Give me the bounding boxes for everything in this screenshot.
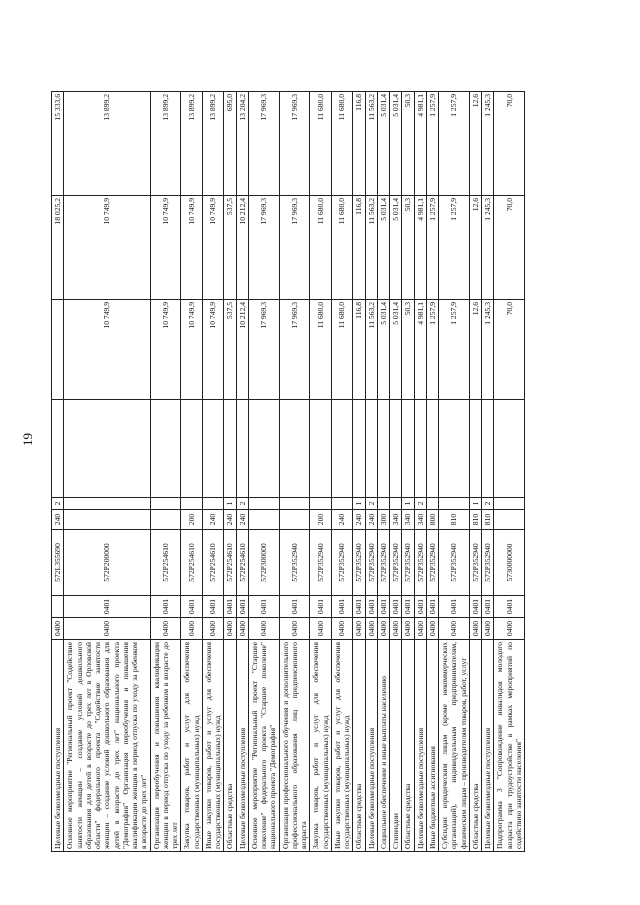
cell-csr: 572P352940 xyxy=(353,530,365,596)
cell-v2: 17 969,3 xyxy=(248,300,279,400)
table-row xyxy=(64,92,150,852)
cell-v2: 12,6 xyxy=(469,300,481,400)
cell-src xyxy=(377,498,389,510)
cell-v1 xyxy=(279,400,310,498)
cell-vr xyxy=(494,510,525,530)
cell-vr: 240 xyxy=(52,510,64,530)
cell-v1 xyxy=(331,400,353,498)
cell-pr: 0401 xyxy=(414,596,426,618)
cell-vr: 810 xyxy=(469,510,481,530)
cell-vr xyxy=(150,510,181,530)
table-row xyxy=(279,92,310,852)
cell-desc: Подпрограмма 3 "Сопровождение инвалидов молодого возраста при трудоустройстве в рамках мероприятий по содействию занятости населения" xyxy=(494,640,525,852)
cell-src xyxy=(202,498,224,510)
cell-src xyxy=(331,498,353,510)
cell-v4: 116,8 xyxy=(353,92,365,196)
cell-desc: Целевые безвозмездные поступления xyxy=(236,640,248,852)
cell-v1 xyxy=(377,400,389,498)
table-row xyxy=(482,92,494,852)
cell-v3: 11 563,2 xyxy=(365,196,377,300)
cell-pr: 0401 xyxy=(469,596,481,618)
cell-v4: 70,0 xyxy=(494,92,525,196)
cell-csr: 572P352940 xyxy=(331,530,353,596)
cell-desc: Основное мероприятие "Региональный проект "Содействие занятости женщин – создание условий дошкольного образования для детей в возрасте до трех лет в Орловской области" федерального проекта "Содействие занятости женщин – создание условий дошкольного образования для детей в возрасте до трех лет" национального проекта "Демография" Организация переобучения и повышения квалификации женщин в период отпуска по уходу за ребенком в возрасте до трех лет" xyxy=(64,640,150,852)
cell-v2: 1 257,9 xyxy=(426,300,438,400)
cell-v2 xyxy=(52,300,64,400)
cell-vr: 240 xyxy=(365,510,377,530)
cell-v4: 695,0 xyxy=(224,92,236,196)
cell-vr: 240 xyxy=(331,510,353,530)
cell-vr: 810 xyxy=(439,510,470,530)
cell-desc: Закупка товаров, работ и услуг для обеспечения государственных (муниципальных) нужд xyxy=(310,640,332,852)
cell-src: 2 xyxy=(414,498,426,510)
cell-rz: 0400 xyxy=(150,618,181,640)
table-row xyxy=(181,92,203,852)
cell-v2: 70,0 xyxy=(494,300,525,400)
table-row xyxy=(248,92,279,852)
cell-v4: 13 899,2 xyxy=(181,92,203,196)
cell-v1 xyxy=(402,400,414,498)
cell-csr: 572P254610 xyxy=(150,530,181,596)
cell-v4: 13 899,2 xyxy=(64,92,150,196)
cell-v2: 10 212,4 xyxy=(236,300,248,400)
cell-desc: Организация профессионального обучения и дополнительного профессионального образования лиц предпенсионного возраста xyxy=(279,640,310,852)
cell-v2: 50,3 xyxy=(402,300,414,400)
cell-vr: 340 xyxy=(414,510,426,530)
cell-pr: 0401 xyxy=(377,596,389,618)
cell-v3: 50,3 xyxy=(402,196,414,300)
cell-rz: 0400 xyxy=(439,618,470,640)
cell-v1 xyxy=(365,400,377,498)
cell-v1 xyxy=(353,400,365,498)
cell-v4: 17 969,3 xyxy=(279,92,310,196)
cell-v3: 5 031,4 xyxy=(390,196,402,300)
cell-desc: Закупка товаров, работ и услуг для обеспечения государственных (муниципальных) нужд xyxy=(181,640,203,852)
cell-v4: 11 680,0 xyxy=(331,92,353,196)
cell-v2: 5 031,4 xyxy=(377,300,389,400)
cell-src xyxy=(439,498,470,510)
cell-src xyxy=(181,498,203,510)
table-row xyxy=(439,92,470,852)
cell-v2: 11 680,0 xyxy=(310,300,332,400)
cell-csr: 572P352940 xyxy=(469,530,481,596)
table-row xyxy=(236,92,248,852)
cell-v3: 11 680,0 xyxy=(331,196,353,300)
cell-rz: 0400 xyxy=(365,618,377,640)
cell-desc: Областные средства xyxy=(469,640,481,852)
cell-desc: Организация переобучения и повышения квалификации женщин в период отпуска по уходу за ребенком в возрасте до трех лет xyxy=(150,640,181,852)
cell-desc: Субсидии юридическим лицам (кроме некоммерческих организаций), индивидуальным предпринимателям, физическим лицам – производителям товаров, работ, услуг xyxy=(439,640,470,852)
cell-pr: 0401 xyxy=(279,596,310,618)
cell-desc: Иные закупки товаров, работ и услуг для обеспечения государственных (муниципальных) нужд xyxy=(331,640,353,852)
cell-v3: 1 257,9 xyxy=(426,196,438,300)
cell-v3: 537,5 xyxy=(224,196,236,300)
cell-pr: 0401 xyxy=(150,596,181,618)
cell-v3: 18 025,2 xyxy=(52,196,64,300)
cell-v2: 4 981,1 xyxy=(414,300,426,400)
cell-v2: 10 749,9 xyxy=(150,300,181,400)
cell-rz: 0400 xyxy=(494,618,525,640)
cell-v4: 5 031,4 xyxy=(377,92,389,196)
cell-src: 2 xyxy=(482,498,494,510)
table-row xyxy=(494,92,525,852)
cell-src: 1 xyxy=(353,498,365,510)
cell-v4: 11 680,0 xyxy=(310,92,332,196)
cell-v2: 116,8 xyxy=(353,300,365,400)
cell-v4: 17 969,3 xyxy=(248,92,279,196)
cell-v4: 15 333,6 xyxy=(52,92,64,196)
cell-v3: 70,0 xyxy=(494,196,525,300)
cell-v3: 10 749,9 xyxy=(181,196,203,300)
cell-src xyxy=(64,498,150,510)
cell-desc: Стипендии xyxy=(390,640,402,852)
cell-csr: 572P352940 xyxy=(426,530,438,596)
cell-csr: 572P300000 xyxy=(248,530,279,596)
cell-v2: 10 749,9 xyxy=(181,300,203,400)
cell-v1 xyxy=(482,400,494,498)
cell-v3: 12,6 xyxy=(469,196,481,300)
cell-v1 xyxy=(494,400,525,498)
cell-rz: 0400 xyxy=(64,618,150,640)
cell-rz: 0400 xyxy=(331,618,353,640)
cell-v4: 13 899,2 xyxy=(150,92,181,196)
table-row xyxy=(224,92,236,852)
cell-vr: 240 xyxy=(236,510,248,530)
table-row xyxy=(202,92,224,852)
cell-v3: 1 245,3 xyxy=(482,196,494,300)
cell-v1 xyxy=(469,400,481,498)
cell-vr: 240 xyxy=(202,510,224,530)
cell-v4: 13 204,2 xyxy=(236,92,248,196)
cell-v1 xyxy=(52,400,64,498)
table-row xyxy=(365,92,377,852)
cell-v2: 10 749,9 xyxy=(64,300,150,400)
table-row xyxy=(426,92,438,852)
cell-rz: 0400 xyxy=(390,618,402,640)
cell-desc: Основное мероприятие "Региональный проект "Старшее поколение" федерального проекта "Старшее поколение" национального проекта "Демография" xyxy=(248,640,279,852)
cell-desc: Иные закупки товаров, работ и услуг для обеспечения государственных (муниципальных) нужд xyxy=(202,640,224,852)
cell-v1 xyxy=(202,400,224,498)
cell-src xyxy=(150,498,181,510)
cell-v3: 17 969,3 xyxy=(279,196,310,300)
cell-v3: 4 981,1 xyxy=(414,196,426,300)
cell-csr: 572L355690 xyxy=(52,530,64,596)
cell-v2: 17 969,3 xyxy=(279,300,310,400)
cell-v3: 10 212,4 xyxy=(236,196,248,300)
rotated-page xyxy=(51,92,571,852)
cell-csr: 572P352940 xyxy=(279,530,310,596)
cell-v4: 1 245,3 xyxy=(482,92,494,196)
cell-csr: 572P254610 xyxy=(224,530,236,596)
cell-desc: Целевые безвозмездные поступления xyxy=(482,640,494,852)
cell-src: 2 xyxy=(236,498,248,510)
cell-v2: 1 257,9 xyxy=(439,300,470,400)
cell-src xyxy=(279,498,310,510)
cell-vr: 810 xyxy=(482,510,494,530)
cell-rz: 0400 xyxy=(469,618,481,640)
cell-v4: 1 257,9 xyxy=(439,92,470,196)
cell-csr: 572P254610 xyxy=(202,530,224,596)
cell-v2: 1 245,3 xyxy=(482,300,494,400)
cell-rz: 0400 xyxy=(377,618,389,640)
cell-pr: 0401 xyxy=(331,596,353,618)
cell-csr: 5730000000 xyxy=(494,530,525,596)
cell-vr: 340 xyxy=(402,510,414,530)
cell-src: 2 xyxy=(52,498,64,510)
cell-v1 xyxy=(414,400,426,498)
cell-rz: 0400 xyxy=(279,618,310,640)
cell-src xyxy=(426,498,438,510)
table-row xyxy=(390,92,402,852)
cell-rz: 0400 xyxy=(248,618,279,640)
cell-pr: 0401 xyxy=(181,596,203,618)
cell-pr: 0401 xyxy=(494,596,525,618)
cell-v1 xyxy=(64,400,150,498)
cell-csr: 572P352940 xyxy=(482,530,494,596)
cell-rz: 0400 xyxy=(181,618,203,640)
cell-vr: 240 xyxy=(224,510,236,530)
table-row xyxy=(402,92,414,852)
cell-rz: 0400 xyxy=(482,618,494,640)
cell-v4: 4 981,1 xyxy=(414,92,426,196)
cell-v1 xyxy=(310,400,332,498)
cell-v2: 10 749,9 xyxy=(202,300,224,400)
cell-vr xyxy=(248,510,279,530)
cell-rz: 0400 xyxy=(236,618,248,640)
table-row xyxy=(150,92,181,852)
cell-v2: 11 680,0 xyxy=(331,300,353,400)
cell-src xyxy=(390,498,402,510)
cell-desc: Областные средства xyxy=(353,640,365,852)
cell-vr: 340 xyxy=(390,510,402,530)
cell-vr: 300 xyxy=(377,510,389,530)
cell-pr: 0401 xyxy=(402,596,414,618)
cell-v3: 5 031,4 xyxy=(377,196,389,300)
cell-rz: 0400 xyxy=(52,618,64,640)
cell-csr: 572P352940 xyxy=(414,530,426,596)
cell-v2: 5 031,4 xyxy=(390,300,402,400)
cell-vr: 200 xyxy=(310,510,332,530)
table-row xyxy=(469,92,481,852)
cell-v3: 10 749,9 xyxy=(64,196,150,300)
cell-v1 xyxy=(236,400,248,498)
table-row xyxy=(414,92,426,852)
cell-vr: 200 xyxy=(181,510,203,530)
cell-v1 xyxy=(426,400,438,498)
cell-pr: 0401 xyxy=(439,596,470,618)
table-row xyxy=(377,92,389,852)
budget-table xyxy=(51,91,525,852)
cell-pr: 0401 xyxy=(390,596,402,618)
cell-src xyxy=(494,498,525,510)
cell-v4: 5 031,4 xyxy=(390,92,402,196)
cell-csr: 572P352940 xyxy=(439,530,470,596)
cell-src: 1 xyxy=(402,498,414,510)
cell-src xyxy=(248,498,279,510)
cell-v2: 537,5 xyxy=(224,300,236,400)
table-row xyxy=(353,92,365,852)
cell-csr: 572P200000 xyxy=(64,530,150,596)
cell-rz: 0400 xyxy=(353,618,365,640)
cell-csr: 572P352940 xyxy=(390,530,402,596)
cell-pr: 0401 xyxy=(310,596,332,618)
cell-v3: 116,8 xyxy=(353,196,365,300)
cell-rz: 0400 xyxy=(202,618,224,640)
cell-pr: 0401 xyxy=(248,596,279,618)
cell-v1 xyxy=(390,400,402,498)
cell-vr xyxy=(64,510,150,530)
cell-src: 2 xyxy=(365,498,377,510)
cell-desc: Иные бюджетные ассигнования xyxy=(426,640,438,852)
cell-desc: Целевые безвозмездные поступления xyxy=(414,640,426,852)
cell-v4: 50,3 xyxy=(402,92,414,196)
cell-v4: 1 257,9 xyxy=(426,92,438,196)
cell-desc: Областные средства xyxy=(224,640,236,852)
cell-v1 xyxy=(248,400,279,498)
cell-desc: Целевые безвозмездные поступления xyxy=(52,640,64,852)
cell-v3: 11 680,0 xyxy=(310,196,332,300)
cell-csr: 572P352940 xyxy=(310,530,332,596)
cell-pr: 0401 xyxy=(365,596,377,618)
cell-v3: 10 749,9 xyxy=(202,196,224,300)
table-row xyxy=(52,92,64,852)
cell-rz: 0400 xyxy=(310,618,332,640)
cell-src xyxy=(310,498,332,510)
cell-csr: 572P254610 xyxy=(181,530,203,596)
cell-v1 xyxy=(439,400,470,498)
cell-vr xyxy=(279,510,310,530)
cell-v1 xyxy=(224,400,236,498)
cell-pr: 0401 xyxy=(353,596,365,618)
cell-vr: 240 xyxy=(353,510,365,530)
cell-v1 xyxy=(150,400,181,498)
cell-vr: 800 xyxy=(426,510,438,530)
cell-pr xyxy=(52,596,64,618)
cell-rz: 0400 xyxy=(426,618,438,640)
cell-v4: 11 563,2 xyxy=(365,92,377,196)
cell-pr: 0401 xyxy=(426,596,438,618)
cell-csr: 572P352940 xyxy=(377,530,389,596)
cell-csr: 572P254610 xyxy=(236,530,248,596)
cell-pr: 0401 xyxy=(224,596,236,618)
cell-csr: 572P352940 xyxy=(402,530,414,596)
cell-pr: 0401 xyxy=(64,596,150,618)
cell-pr: 0401 xyxy=(482,596,494,618)
cell-csr: 572P352940 xyxy=(365,530,377,596)
page-number: 19 xyxy=(20,433,35,446)
cell-v2: 11 563,2 xyxy=(365,300,377,400)
table-row xyxy=(331,92,353,852)
cell-v4: 12,6 xyxy=(469,92,481,196)
cell-pr: 0401 xyxy=(236,596,248,618)
cell-rz: 0400 xyxy=(402,618,414,640)
cell-src: 1 xyxy=(469,498,481,510)
cell-v3: 1 257,9 xyxy=(439,196,470,300)
cell-v3: 10 749,9 xyxy=(150,196,181,300)
cell-rz: 0400 xyxy=(414,618,426,640)
cell-pr: 0401 xyxy=(202,596,224,618)
cell-desc: Социальное обеспечение и иные выплаты населению xyxy=(377,640,389,852)
cell-v4: 13 899,2 xyxy=(202,92,224,196)
cell-src: 1 xyxy=(224,498,236,510)
cell-v1 xyxy=(181,400,203,498)
table-row xyxy=(310,92,332,852)
cell-v3: 17 969,3 xyxy=(248,196,279,300)
cell-desc: Областные средства xyxy=(402,640,414,852)
cell-rz: 0400 xyxy=(224,618,236,640)
cell-desc: Целевые безвозмездные поступления xyxy=(365,640,377,852)
